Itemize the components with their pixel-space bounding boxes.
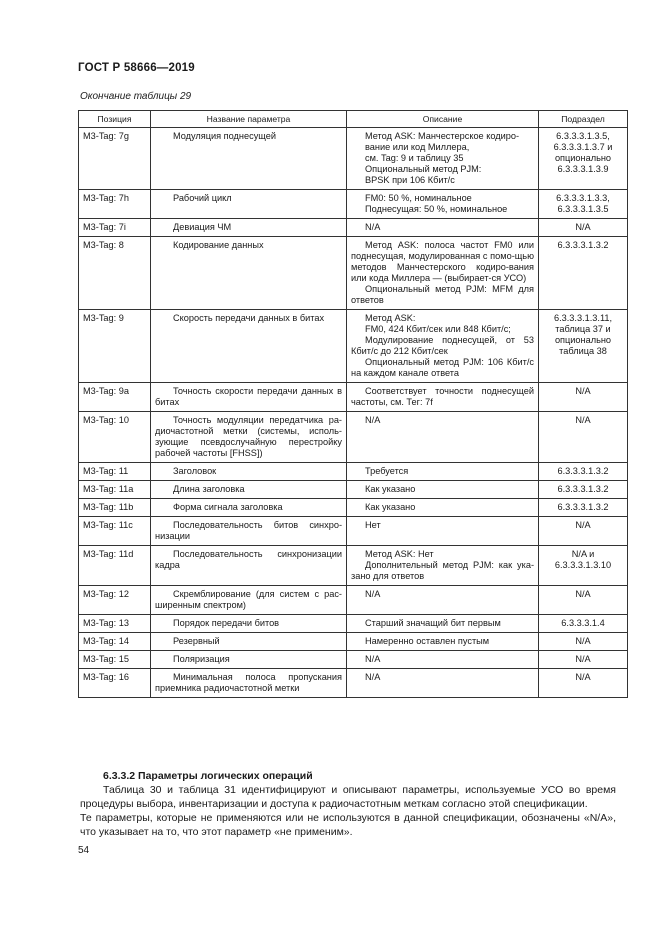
description-line: FM0: 50 %, номинальное	[365, 193, 472, 203]
cell-subsection: 6.3.3.3.1.4	[539, 615, 628, 633]
cell-parameter-name	[151, 546, 347, 586]
cell-parameter-name	[151, 128, 347, 190]
section-paragraph: Таблица 30 и таблица 31 идентифицируют и описывают параметры, используемые УСО во время процедуры выбора, инвентаризации и доступа к радиочастотным меткам согласно этой спецификации.	[80, 784, 616, 810]
cell-description	[347, 237, 539, 310]
description-line: N/A	[365, 672, 381, 682]
parameter-name-text: Поляризация	[173, 654, 230, 664]
cell-subsection: 6.3.3.3.1.3.3, 6.3.3.3.1.3.5	[539, 190, 628, 219]
cell-parameter-name	[151, 633, 347, 651]
cell-parameter-name	[151, 463, 347, 481]
parameter-name-text: Последовательность битов синхро-низации	[155, 520, 342, 541]
cell-subsection: 6.3.3.3.1.3.2	[539, 481, 628, 499]
cell-position: M3-Tag: 7h	[79, 190, 151, 219]
description-line: N/A	[365, 654, 381, 664]
section-title: 6.3.3.2 Параметры логических операций	[103, 770, 313, 782]
cell-description	[347, 669, 539, 698]
column-header-description: Описание	[347, 111, 539, 128]
cell-parameter-name	[151, 481, 347, 499]
cell-position: M3-Tag: 9a	[79, 383, 151, 412]
table-row	[79, 412, 628, 463]
table-row	[79, 669, 628, 698]
table-row	[79, 481, 628, 499]
table-row	[79, 383, 628, 412]
cell-subsection: N/A	[539, 669, 628, 698]
cell-description	[347, 463, 539, 481]
table-header-row	[79, 111, 628, 128]
parameter-name-text: Порядок передачи битов	[173, 618, 280, 628]
section-6-3-3-2	[80, 769, 616, 839]
parameter-name-text: Заголовок	[173, 466, 217, 476]
cell-description	[347, 128, 539, 190]
parameter-name-text: Рабочий цикл	[173, 193, 232, 203]
cell-parameter-name	[151, 219, 347, 237]
description-line: Опциональный метод PJM:	[365, 164, 482, 174]
cell-description	[347, 586, 539, 615]
description-line: FM0, 424 Кбит/сек или 848 Кбит/с;	[365, 324, 511, 334]
parameter-name-text: Точность модуляции передатчика ра-диочастотной метки (системы, исполь-зующие псевдослучайную перестройку рабочей частоты [FHSS])	[155, 415, 342, 458]
cell-description	[347, 546, 539, 586]
cell-subsection: 6.3.3.3.1.3.5, 6.3.3.3.1.3.7 и опционально 6.3.3.3.1.3.9	[539, 128, 628, 190]
cell-position: M3-Tag: 9	[79, 310, 151, 383]
parameter-name-text: Кодирование данных	[173, 240, 264, 250]
description-line: Опциональный метод PJM: 106 Кбит/с на каждом канале ответа	[351, 357, 534, 378]
description-line: Метод ASK: Манчестерское кодиро-	[365, 131, 520, 141]
description-line: см. Tag: 9 и таблицу 35	[365, 153, 464, 163]
table-caption: Окончание таблицы 29	[80, 91, 192, 102]
cell-subsection: N/A	[539, 517, 628, 546]
cell-position: M3-Tag: 16	[79, 669, 151, 698]
cell-subsection: N/A	[539, 633, 628, 651]
parameter-name-text: Модуляция поднесущей	[173, 131, 276, 141]
description-line: Метод ASK:	[365, 313, 416, 323]
description-line: BPSK при 106 Кбит/с	[365, 175, 455, 185]
description-line: Намеренно оставлен пустым	[365, 636, 490, 646]
page-number: 54	[78, 845, 90, 856]
description-line: Опциональный метод PJM: MFM для ответов	[351, 284, 534, 305]
cell-subsection: 6.3.3.3.1.3.2	[539, 237, 628, 310]
cell-description	[347, 219, 539, 237]
cell-description	[347, 310, 539, 383]
cell-parameter-name	[151, 669, 347, 698]
cell-parameter-name	[151, 517, 347, 546]
cell-description	[347, 190, 539, 219]
description-line: Соответствует точности поднесущей частоты, см. Тег: 7f	[351, 386, 534, 407]
cell-parameter-name	[151, 651, 347, 669]
description-line: Как указано	[365, 502, 416, 512]
cell-position: M3-Tag: 14	[79, 633, 151, 651]
section-paragraph: Те параметры, которые не применяются или не используются в данной спецификации, обозначены «N/A», что указывает на то, что этот параметр «не применим».	[80, 812, 616, 838]
parameter-name-text: Скорость передачи данных в битах	[173, 313, 325, 323]
parameter-name-text: Скремблирование (для систем с рас-ширенным спектром)	[155, 589, 342, 610]
parameter-name-text: Точность скорости передачи данных в битах	[155, 386, 342, 407]
cell-subsection: N/A	[539, 651, 628, 669]
cell-parameter-name	[151, 586, 347, 615]
cell-description	[347, 412, 539, 463]
cell-position: M3-Tag: 10	[79, 412, 151, 463]
document-header: ГОСТ Р 58666—2019	[78, 62, 195, 74]
parameters-table	[78, 110, 628, 698]
column-header-position: Позиция	[79, 111, 151, 128]
cell-subsection: N/A	[539, 412, 628, 463]
parameter-name-text: Последовательность синхронизации кадра	[155, 549, 342, 570]
description-line: Метод ASK: Нет	[365, 549, 434, 559]
table-row	[79, 586, 628, 615]
description-line: N/A	[365, 589, 381, 599]
cell-parameter-name	[151, 237, 347, 310]
description-line: Как указано	[365, 484, 416, 494]
description-line: Требуется	[365, 466, 409, 476]
cell-parameter-name	[151, 615, 347, 633]
parameter-name-text: Форма сигнала заголовка	[173, 502, 283, 512]
table-row	[79, 219, 628, 237]
description-line: Старший значащий бит первым	[365, 618, 501, 628]
parameter-name-text: Минимальная полоса пропускания приемника радиочастотной метки	[155, 672, 342, 693]
cell-subsection: 6.3.3.3.1.3.2	[539, 463, 628, 481]
table-row	[79, 546, 628, 586]
cell-position: M3-Tag: 11d	[79, 546, 151, 586]
cell-parameter-name	[151, 412, 347, 463]
cell-position: M3-Tag: 7i	[79, 219, 151, 237]
table-row	[79, 128, 628, 190]
cell-position: M3-Tag: 7g	[79, 128, 151, 190]
cell-subsection: 6.3.3.3.1.3.11, таблица 37 и опционально таблица 38	[539, 310, 628, 383]
cell-position: M3-Tag: 11a	[79, 481, 151, 499]
description-line: Модулирование поднесущей, от 53 Кбит/с до 212 Кбит/сек	[351, 335, 534, 356]
cell-parameter-name	[151, 383, 347, 412]
cell-subsection: N/A	[539, 219, 628, 237]
cell-position: M3-Tag: 8	[79, 237, 151, 310]
table-row	[79, 310, 628, 383]
description-line: N/A	[365, 222, 381, 232]
parameter-name-text: Девиация ЧМ	[173, 222, 232, 232]
cell-description	[347, 651, 539, 669]
table-row	[79, 651, 628, 669]
description-line: Метод ASK: полоса частот FM0 или поднесущая, модулированная с помо-щью методов Манчестерского кодиро-вания или кода Миллера — (выбирает-ся УСО)	[351, 240, 534, 283]
table-row	[79, 237, 628, 310]
parameter-name-text: Длина заголовка	[173, 484, 245, 494]
cell-position: M3-Tag: 15	[79, 651, 151, 669]
cell-subsection: N/A и 6.3.3.3.1.3.10	[539, 546, 628, 586]
column-header-subsection: Подраздел	[539, 111, 628, 128]
cell-description	[347, 517, 539, 546]
description-line: Дополнительный метод PJM: как ука-зано для ответов	[351, 560, 534, 581]
description-line: N/A	[365, 415, 381, 425]
description-line: вание или код Миллера,	[365, 142, 470, 152]
cell-position: M3-Tag: 13	[79, 615, 151, 633]
cell-position: M3-Tag: 11	[79, 463, 151, 481]
table-row	[79, 190, 628, 219]
description-line: Нет	[365, 520, 381, 530]
table-row	[79, 499, 628, 517]
table-row	[79, 615, 628, 633]
column-header-name: Название параметра	[151, 111, 347, 128]
cell-position: M3-Tag: 12	[79, 586, 151, 615]
cell-description	[347, 615, 539, 633]
cell-parameter-name	[151, 499, 347, 517]
cell-subsection: 6.3.3.3.1.3.2	[539, 499, 628, 517]
cell-description	[347, 383, 539, 412]
parameter-name-text: Резервный	[173, 636, 220, 646]
cell-parameter-name	[151, 310, 347, 383]
cell-description	[347, 633, 539, 651]
cell-description	[347, 481, 539, 499]
table-row	[79, 463, 628, 481]
cell-parameter-name	[151, 190, 347, 219]
cell-position: M3-Tag: 11c	[79, 517, 151, 546]
table-row	[79, 633, 628, 651]
cell-subsection: N/A	[539, 383, 628, 412]
cell-position: M3-Tag: 11b	[79, 499, 151, 517]
cell-description	[347, 499, 539, 517]
cell-subsection: N/A	[539, 586, 628, 615]
description-line: Поднесущая: 50 %, номинальное	[365, 204, 508, 214]
table-row	[79, 517, 628, 546]
